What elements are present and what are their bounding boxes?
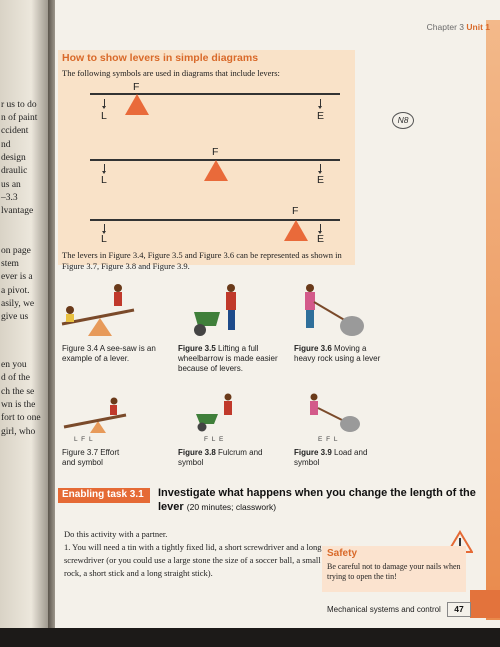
box-title: How to show levers in simple diagrams (62, 52, 259, 64)
caption-fig-3-8 (178, 448, 268, 468)
page-number: 47 (447, 602, 471, 617)
task-title (158, 486, 488, 514)
rock-lever-illustration (296, 282, 366, 340)
left-page-line: fort to one (1, 413, 41, 423)
fig-3-6-text: Moving a heavy rock using a lever (294, 344, 381, 363)
page-tab (470, 590, 500, 618)
left-page-line: n of paint (1, 113, 38, 123)
wheelbarrow-symbol-illustration (192, 392, 242, 434)
caption-fig-3-5 (178, 344, 288, 374)
bottom-shadow (0, 628, 500, 647)
safety-text: Be careful not to damage your nails when trying to open the tin! (327, 562, 461, 581)
left-page-line: ccident (1, 126, 29, 136)
seesaw-illustration (58, 280, 138, 338)
fig-3-9-symbol: E F L (318, 436, 339, 443)
fig-3-6-number: Figure 3.6 (294, 344, 332, 353)
task-body (64, 528, 326, 580)
representation-text: The levers in Figure 3.4, Figure 3.5 and Figure 3.6 can be represented as shown in Figure 3.7, Figure 3.8 and Figure 3.9. (62, 250, 342, 271)
rock-symbol-illustration (304, 392, 364, 434)
effort-arrow-2 (320, 164, 321, 172)
left-page-line: lvantage (1, 206, 34, 216)
fig-3-5-text: Lifting a full wheelbarrow is made easier because of levers. (178, 344, 278, 373)
seesaw-symbol-illustration (60, 395, 130, 435)
fulcrum-label-3: F (292, 205, 299, 217)
edge-strip (486, 20, 500, 620)
fig-3-9-text: Load and symbol (294, 448, 368, 467)
task-line-1: Do this activity with a partner. (64, 529, 168, 539)
footer-title: Mechanical systems and control (327, 605, 441, 614)
task-line-2: 1. You will need a tin with a tightly fixed lid, a short screwdriver and a long screwdriver (or you could use a large stone the size of a soccer ball, a small rock, a short stick and a long straight stick). (64, 542, 322, 578)
fulcrum-triangle-2 (204, 160, 228, 181)
fig-3-8-symbol: F L E (204, 436, 225, 443)
running-header (427, 22, 490, 32)
fulcrum-triangle-3 (284, 220, 308, 241)
fulcrum-triangle-1 (125, 94, 149, 115)
left-page-line: a pivot. (1, 286, 30, 296)
fulcrum-label-2: F (212, 146, 219, 158)
left-page-line: stem (1, 259, 19, 269)
load-arrow-2 (104, 164, 105, 172)
left-page-line: d of the (1, 373, 31, 383)
effort-arrow-3 (320, 224, 321, 232)
chapter-label: Chapter 3 (426, 22, 464, 32)
task-badge-label: Enabling task 3.1 (62, 489, 144, 500)
load-arrow-3 (104, 224, 105, 232)
fulcrum-label-1: F (133, 81, 140, 93)
caption-fig-3-7: Figure 3.7 Effort and symbol (62, 448, 120, 467)
left-page-line: –3.3 (1, 193, 18, 203)
fig-3-7-symbol: L F L (74, 436, 94, 443)
caption-fig-3-4: Figure 3.4 A see-saw is an example of a lever. (62, 344, 156, 363)
effort-label-3: E (317, 233, 325, 245)
left-page (0, 0, 52, 647)
left-page-line: ever is a (1, 272, 33, 282)
left-page-line: nd (1, 140, 11, 150)
left-page-line: girl, who (1, 427, 36, 437)
task-badge (58, 488, 150, 503)
left-page-line: en you (1, 360, 27, 370)
effort-label-2: E (317, 174, 325, 186)
caption-fig-3-6 (294, 344, 384, 364)
effort-arrow-1 (320, 99, 321, 107)
load-label-3: L (101, 233, 107, 245)
wheelbarrow-illustration (186, 282, 246, 340)
task-meta: (20 minutes; classwork) (186, 502, 277, 512)
load-label-1: L (101, 110, 107, 122)
left-page-line: wn is the (1, 400, 36, 410)
fig-3-5-number: Figure 3.5 (178, 344, 216, 353)
fig-3-8-number: Figure 3.8 (178, 448, 216, 457)
load-arrow-1 (104, 99, 105, 107)
left-page-line: draulic (1, 166, 28, 176)
unit-label: Unit 1 (466, 22, 490, 32)
left-page-line: give us (1, 312, 29, 322)
left-page-line: r us to do (1, 100, 37, 110)
left-page-line: us an (1, 180, 21, 190)
left-page-line: ch the se (1, 387, 35, 397)
task-title-text: Investigate what happens when you change the length of the lever (158, 487, 476, 513)
box-intro: The following symbols are used in diagrams that include levers: (62, 68, 280, 78)
caption-fig-3-9 (294, 448, 374, 468)
effort-label-1: E (317, 110, 325, 122)
fig-3-9-number: Figure 3.9 (294, 448, 332, 457)
load-label-2: L (101, 174, 107, 186)
left-page-line: design (1, 153, 26, 163)
fig-3-8-text: Fulcrum and symbol (178, 448, 263, 467)
left-page-line: on page (1, 246, 31, 256)
margin-note: N8 (392, 112, 414, 129)
left-page-line: asily, we (1, 299, 35, 309)
safety-heading: Safety (327, 548, 358, 559)
